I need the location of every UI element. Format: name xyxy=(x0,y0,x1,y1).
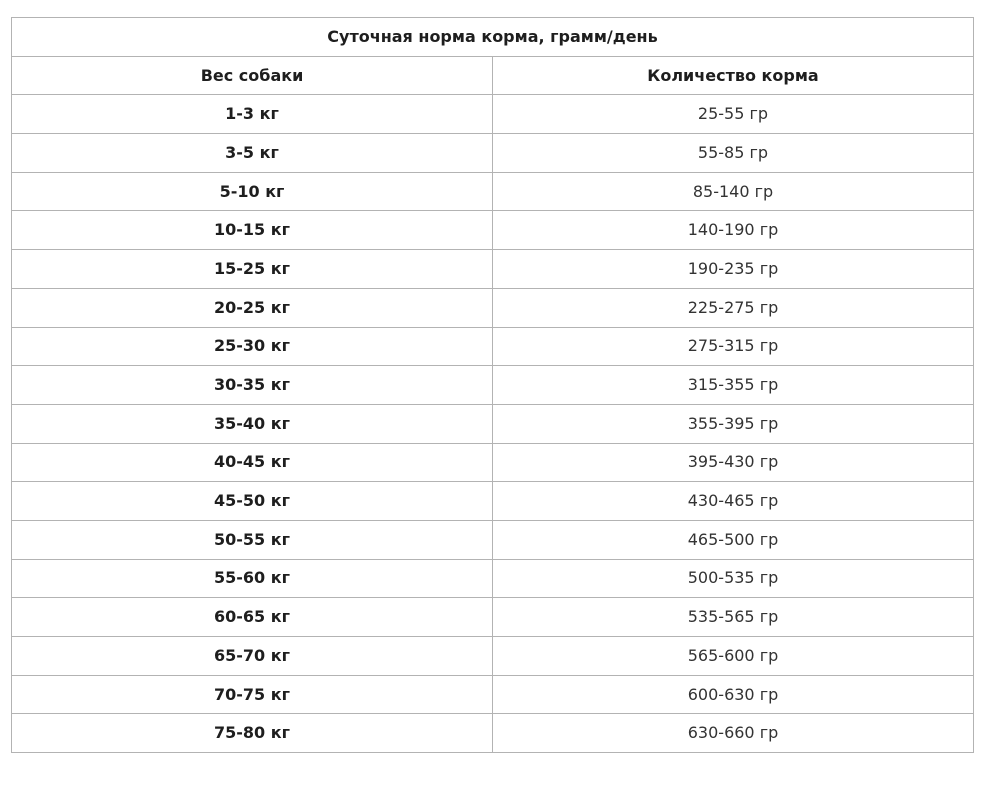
weight-cell: 35-40 кг xyxy=(12,404,493,443)
weight-cell: 15-25 кг xyxy=(12,250,493,289)
weight-cell: 1-3 кг xyxy=(12,95,493,134)
table-row xyxy=(12,482,974,521)
table-row xyxy=(12,714,974,753)
table-row xyxy=(12,327,974,366)
table-row xyxy=(12,443,974,482)
table-row xyxy=(12,675,974,714)
amount-cell: 25-55 гр xyxy=(493,95,974,134)
amount-cell: 630-660 гр xyxy=(493,714,974,753)
weight-cell: 70-75 кг xyxy=(12,675,493,714)
weight-cell: 75-80 кг xyxy=(12,714,493,753)
weight-cell: 30-35 кг xyxy=(12,366,493,405)
amount-cell: 395-430 гр xyxy=(493,443,974,482)
table-row xyxy=(12,288,974,327)
weight-cell: 50-55 кг xyxy=(12,520,493,559)
weight-cell: 55-60 кг xyxy=(12,559,493,598)
table-row xyxy=(12,211,974,250)
amount-cell: 430-465 гр xyxy=(493,482,974,521)
amount-cell: 55-85 гр xyxy=(493,134,974,173)
table-row xyxy=(12,134,974,173)
header-row xyxy=(12,56,974,95)
amount-cell: 85-140 гр xyxy=(493,172,974,211)
weight-cell: 25-30 кг xyxy=(12,327,493,366)
weight-cell: 20-25 кг xyxy=(12,288,493,327)
table-row xyxy=(12,637,974,676)
amount-cell: 355-395 гр xyxy=(493,404,974,443)
weight-cell: 5-10 кг xyxy=(12,172,493,211)
amount-cell: 565-600 гр xyxy=(493,637,974,676)
column-header-weight: Вес собаки xyxy=(12,56,493,95)
table-row xyxy=(12,404,974,443)
weight-cell: 45-50 кг xyxy=(12,482,493,521)
table-row xyxy=(12,172,974,211)
weight-cell: 65-70 кг xyxy=(12,637,493,676)
caption-row xyxy=(12,18,974,57)
table-row xyxy=(12,250,974,289)
table-row xyxy=(12,598,974,637)
feeding-norm-table xyxy=(11,17,974,753)
amount-cell: 225-275 гр xyxy=(493,288,974,327)
table-row xyxy=(12,366,974,405)
table-row xyxy=(12,559,974,598)
amount-cell: 600-630 гр xyxy=(493,675,974,714)
weight-cell: 40-45 кг xyxy=(12,443,493,482)
table-row xyxy=(12,520,974,559)
amount-cell: 275-315 гр xyxy=(493,327,974,366)
table-row xyxy=(12,95,974,134)
amount-cell: 535-565 гр xyxy=(493,598,974,637)
column-header-amount: Количество корма xyxy=(493,56,974,95)
amount-cell: 190-235 гр xyxy=(493,250,974,289)
weight-cell: 10-15 кг xyxy=(12,211,493,250)
table-caption: Суточная норма корма, грамм/день xyxy=(12,18,974,57)
amount-cell: 140-190 гр xyxy=(493,211,974,250)
amount-cell: 500-535 гр xyxy=(493,559,974,598)
amount-cell: 315-355 гр xyxy=(493,366,974,405)
weight-cell: 60-65 кг xyxy=(12,598,493,637)
weight-cell: 3-5 кг xyxy=(12,134,493,173)
amount-cell: 465-500 гр xyxy=(493,520,974,559)
table-body xyxy=(12,18,974,753)
